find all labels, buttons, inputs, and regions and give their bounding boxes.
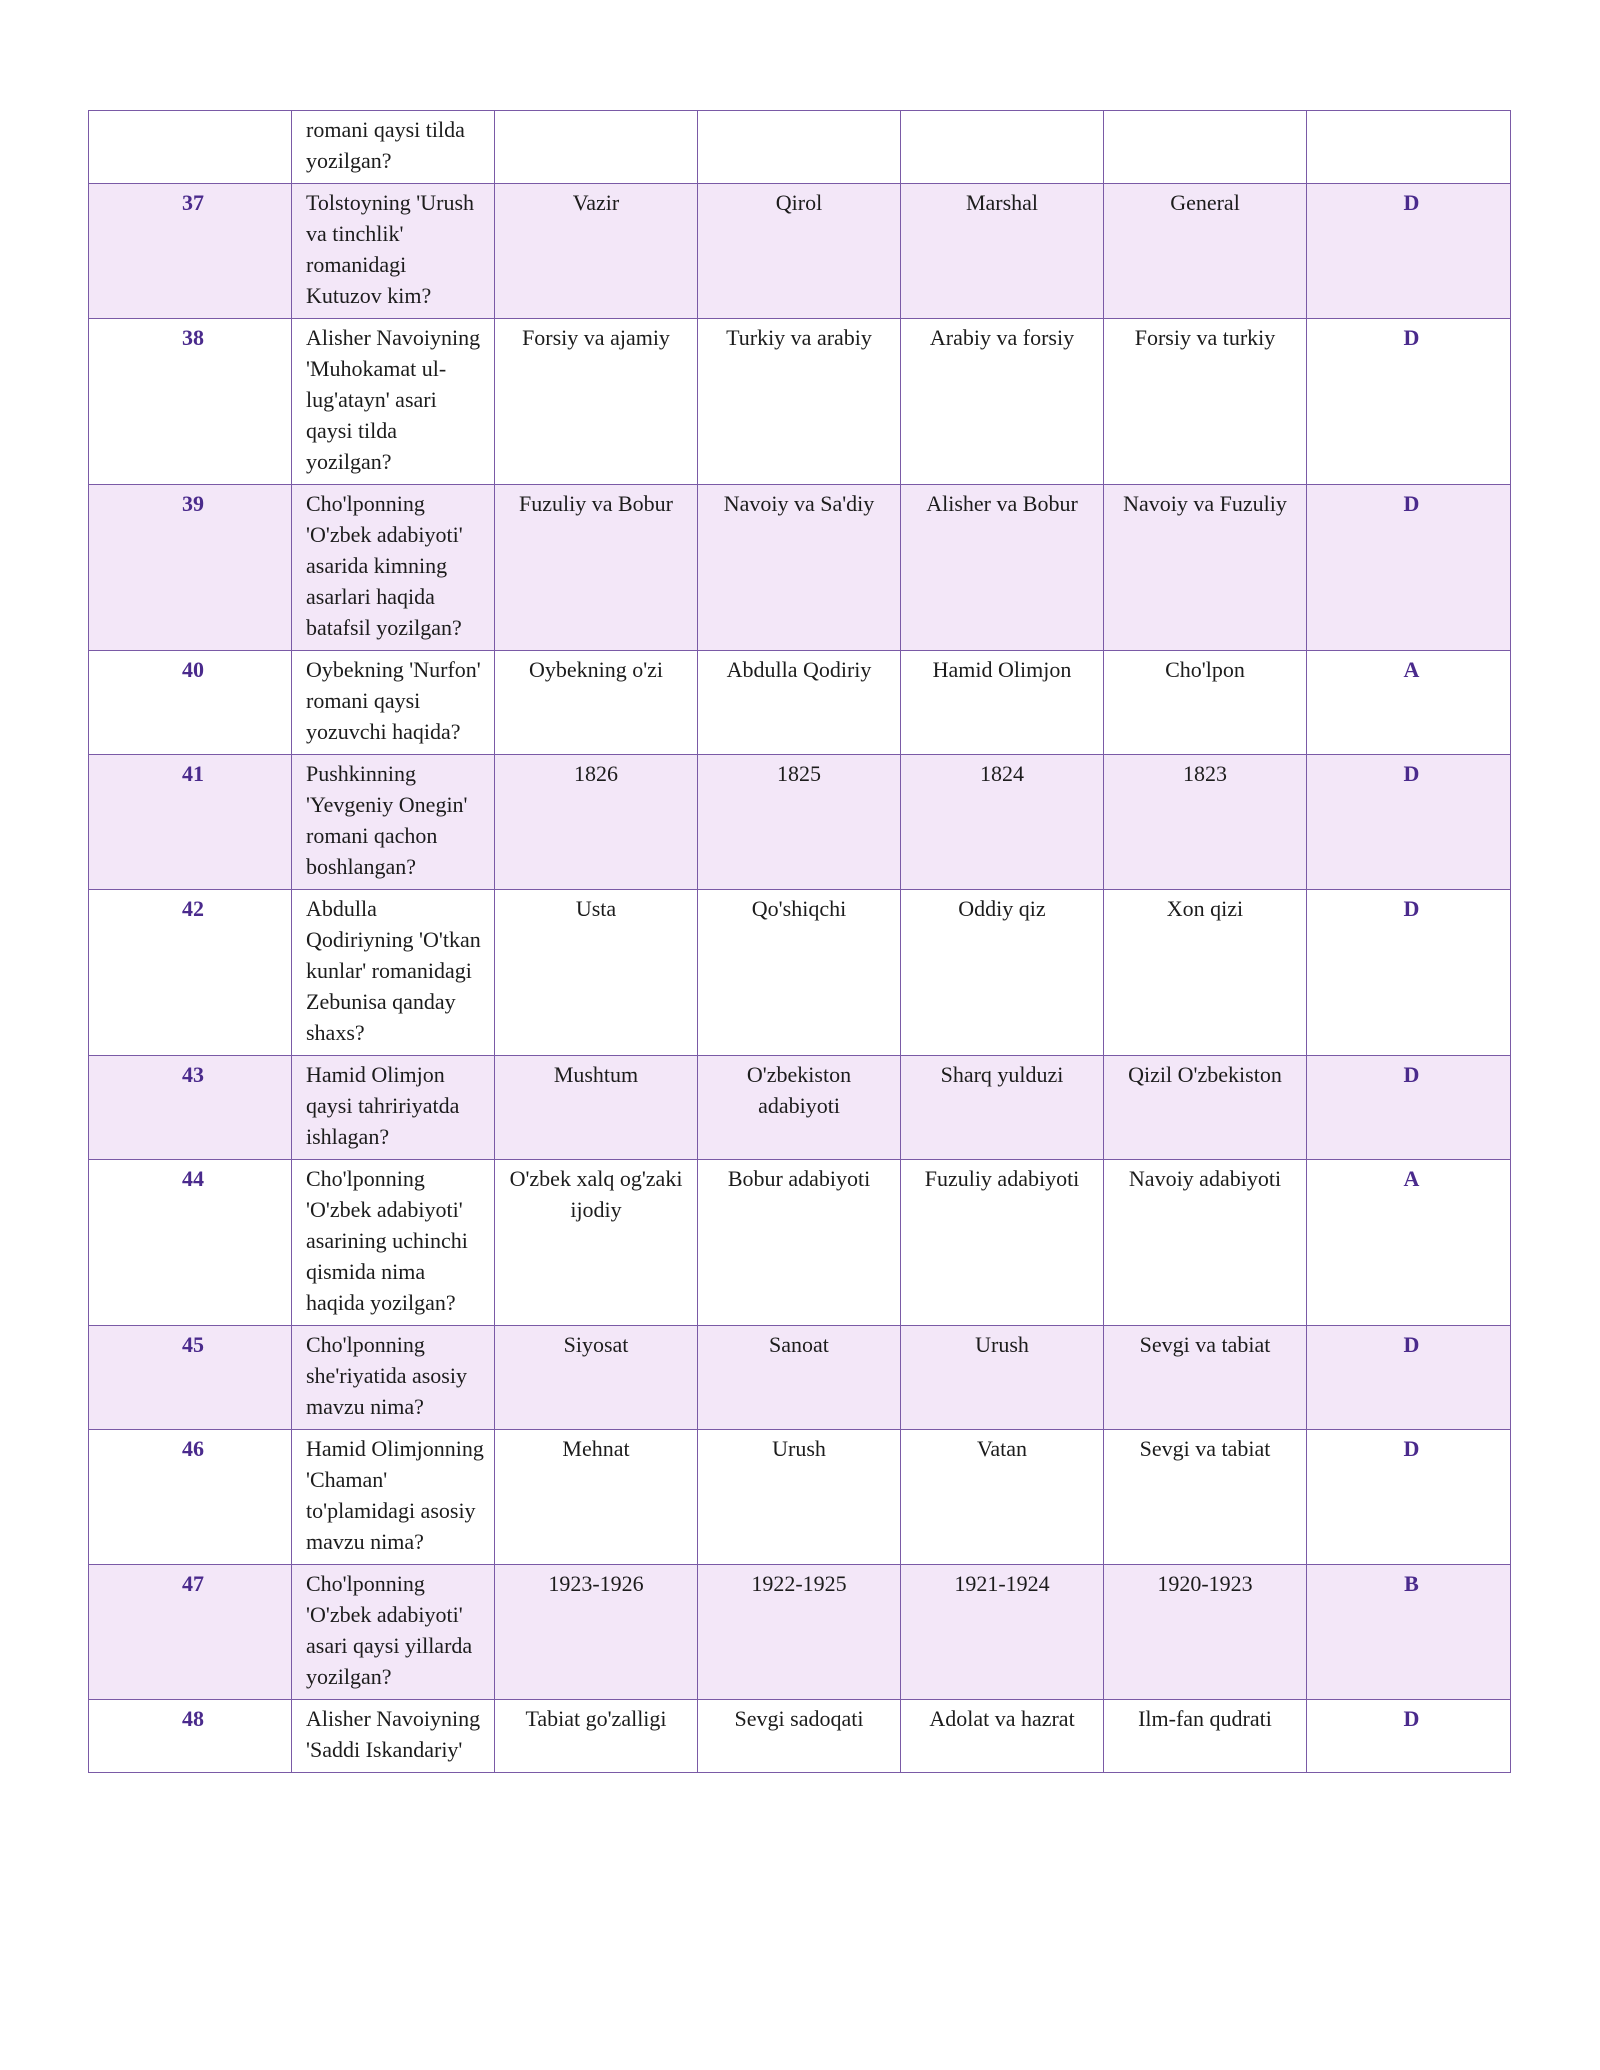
question-number: 43 xyxy=(89,1056,292,1160)
option-d: Ilm-fan qudrati xyxy=(1104,1700,1307,1773)
correct-answer: D xyxy=(1307,755,1511,890)
option-d: Forsiy va turkiy xyxy=(1104,319,1307,485)
table-row xyxy=(89,1056,1511,1160)
option-c: Fuzuliy adabiyoti xyxy=(901,1160,1104,1326)
option-a xyxy=(495,111,698,184)
option-b: Sanoat xyxy=(698,1326,901,1430)
correct-answer: D xyxy=(1307,1326,1511,1430)
option-b: Navoiy va Sa'diy xyxy=(698,485,901,651)
option-c: Oddiy qiz xyxy=(901,890,1104,1056)
option-c: Arabiy va forsiy xyxy=(901,319,1104,485)
correct-answer: B xyxy=(1307,1565,1511,1700)
option-d: Navoiy va Fuzuliy xyxy=(1104,485,1307,651)
option-a: Siyosat xyxy=(495,1326,698,1430)
question-number: 38 xyxy=(89,319,292,485)
option-d: Sevgi va tabiat xyxy=(1104,1326,1307,1430)
option-c: Sharq yulduzi xyxy=(901,1056,1104,1160)
question-text: Hamid Olimjonning 'Chaman' to'plamidagi asosiy mavzu nima? xyxy=(292,1430,495,1565)
option-a: 1923-1926 xyxy=(495,1565,698,1700)
table-row xyxy=(89,1326,1511,1430)
option-a: Usta xyxy=(495,890,698,1056)
correct-answer: A xyxy=(1307,1160,1511,1326)
option-c: 1824 xyxy=(901,755,1104,890)
option-b: Bobur adabiyoti xyxy=(698,1160,901,1326)
option-b xyxy=(698,111,901,184)
option-b: 1825 xyxy=(698,755,901,890)
option-d: 1823 xyxy=(1104,755,1307,890)
question-number: 40 xyxy=(89,651,292,755)
question-text: Alisher Navoiyning 'Muhokamat ul-lug'atayn' asari qaysi tilda yozilgan? xyxy=(292,319,495,485)
quiz-table xyxy=(88,110,1511,1773)
option-a: Vazir xyxy=(495,184,698,319)
option-d: Xon qizi xyxy=(1104,890,1307,1056)
option-d: Sevgi va tabiat xyxy=(1104,1430,1307,1565)
question-number: 45 xyxy=(89,1326,292,1430)
option-d: 1920-1923 xyxy=(1104,1565,1307,1700)
option-b: Qo'shiqchi xyxy=(698,890,901,1056)
option-a: Oybekning o'zi xyxy=(495,651,698,755)
question-text: Cho'lponning she'riyatida asosiy mavzu nima? xyxy=(292,1326,495,1430)
option-c: Adolat va hazrat xyxy=(901,1700,1104,1773)
question-number: 42 xyxy=(89,890,292,1056)
question-number: 46 xyxy=(89,1430,292,1565)
option-d: Navoiy adabiyoti xyxy=(1104,1160,1307,1326)
question-text: Hamid Olimjon qaysi tahririyatda ishlagan? xyxy=(292,1056,495,1160)
option-a: Tabiat go'zalligi xyxy=(495,1700,698,1773)
option-b: Sevgi sadoqati xyxy=(698,1700,901,1773)
option-d: Cho'lpon xyxy=(1104,651,1307,755)
table-row xyxy=(89,319,1511,485)
option-d: General xyxy=(1104,184,1307,319)
question-number xyxy=(89,111,292,184)
question-number: 44 xyxy=(89,1160,292,1326)
question-text: Alisher Navoiyning 'Saddi Iskandariy' xyxy=(292,1700,495,1773)
option-b: Abdulla Qodiriy xyxy=(698,651,901,755)
table-row xyxy=(89,184,1511,319)
correct-answer: A xyxy=(1307,651,1511,755)
question-number: 47 xyxy=(89,1565,292,1700)
option-c: 1921-1924 xyxy=(901,1565,1104,1700)
correct-answer: D xyxy=(1307,1700,1511,1773)
option-a: Forsiy va ajamiy xyxy=(495,319,698,485)
option-d xyxy=(1104,111,1307,184)
table-row xyxy=(89,1160,1511,1326)
option-b: 1922-1925 xyxy=(698,1565,901,1700)
question-text: Tolstoyning 'Urush va tinchlik' romanidagi Kutuzov kim? xyxy=(292,184,495,319)
question-text: romani qaysi tilda yozilgan? xyxy=(292,111,495,184)
option-a: Mehnat xyxy=(495,1430,698,1565)
question-text: Abdulla Qodiriyning 'O'tkan kunlar' romanidagi Zebunisa qanday shaxs? xyxy=(292,890,495,1056)
option-a: O'zbek xalq og'zaki ijodiy xyxy=(495,1160,698,1326)
table-row xyxy=(89,1430,1511,1565)
option-a: Fuzuliy va Bobur xyxy=(495,485,698,651)
question-text: Cho'lponning 'O'zbek adabiyoti' asari qaysi yillarda yozilgan? xyxy=(292,1565,495,1700)
table-row xyxy=(89,890,1511,1056)
table-row xyxy=(89,755,1511,890)
table-row xyxy=(89,1565,1511,1700)
question-number: 39 xyxy=(89,485,292,651)
option-d: Qizil O'zbekiston xyxy=(1104,1056,1307,1160)
question-text: Cho'lponning 'O'zbek adabiyoti' asarida kimning asarlari haqida batafsil yozilgan? xyxy=(292,485,495,651)
option-c: Vatan xyxy=(901,1430,1104,1565)
option-c: Hamid Olimjon xyxy=(901,651,1104,755)
option-c xyxy=(901,111,1104,184)
table-row xyxy=(89,1700,1511,1773)
question-number: 37 xyxy=(89,184,292,319)
question-text: Pushkinning 'Yevgeniy Onegin' romani qachon boshlangan? xyxy=(292,755,495,890)
table-row xyxy=(89,485,1511,651)
correct-answer: D xyxy=(1307,319,1511,485)
option-a: Mushtum xyxy=(495,1056,698,1160)
option-b: Turkiy va arabiy xyxy=(698,319,901,485)
question-text: Oybekning 'Nurfon' romani qaysi yozuvchi haqida? xyxy=(292,651,495,755)
correct-answer: D xyxy=(1307,1056,1511,1160)
option-b: O'zbekiston adabiyoti xyxy=(698,1056,901,1160)
question-number: 48 xyxy=(89,1700,292,1773)
option-b: Urush xyxy=(698,1430,901,1565)
correct-answer xyxy=(1307,111,1511,184)
option-c: Urush xyxy=(901,1326,1104,1430)
table-row xyxy=(89,651,1511,755)
option-c: Marshal xyxy=(901,184,1104,319)
table-row xyxy=(89,111,1511,184)
option-b: Qirol xyxy=(698,184,901,319)
correct-answer: D xyxy=(1307,890,1511,1056)
correct-answer: D xyxy=(1307,485,1511,651)
question-number: 41 xyxy=(89,755,292,890)
question-text: Cho'lponning 'O'zbek adabiyoti' asarining uchinchi qismida nima haqida yozilgan? xyxy=(292,1160,495,1326)
option-a: 1826 xyxy=(495,755,698,890)
correct-answer: D xyxy=(1307,184,1511,319)
correct-answer: D xyxy=(1307,1430,1511,1565)
option-c: Alisher va Bobur xyxy=(901,485,1104,651)
